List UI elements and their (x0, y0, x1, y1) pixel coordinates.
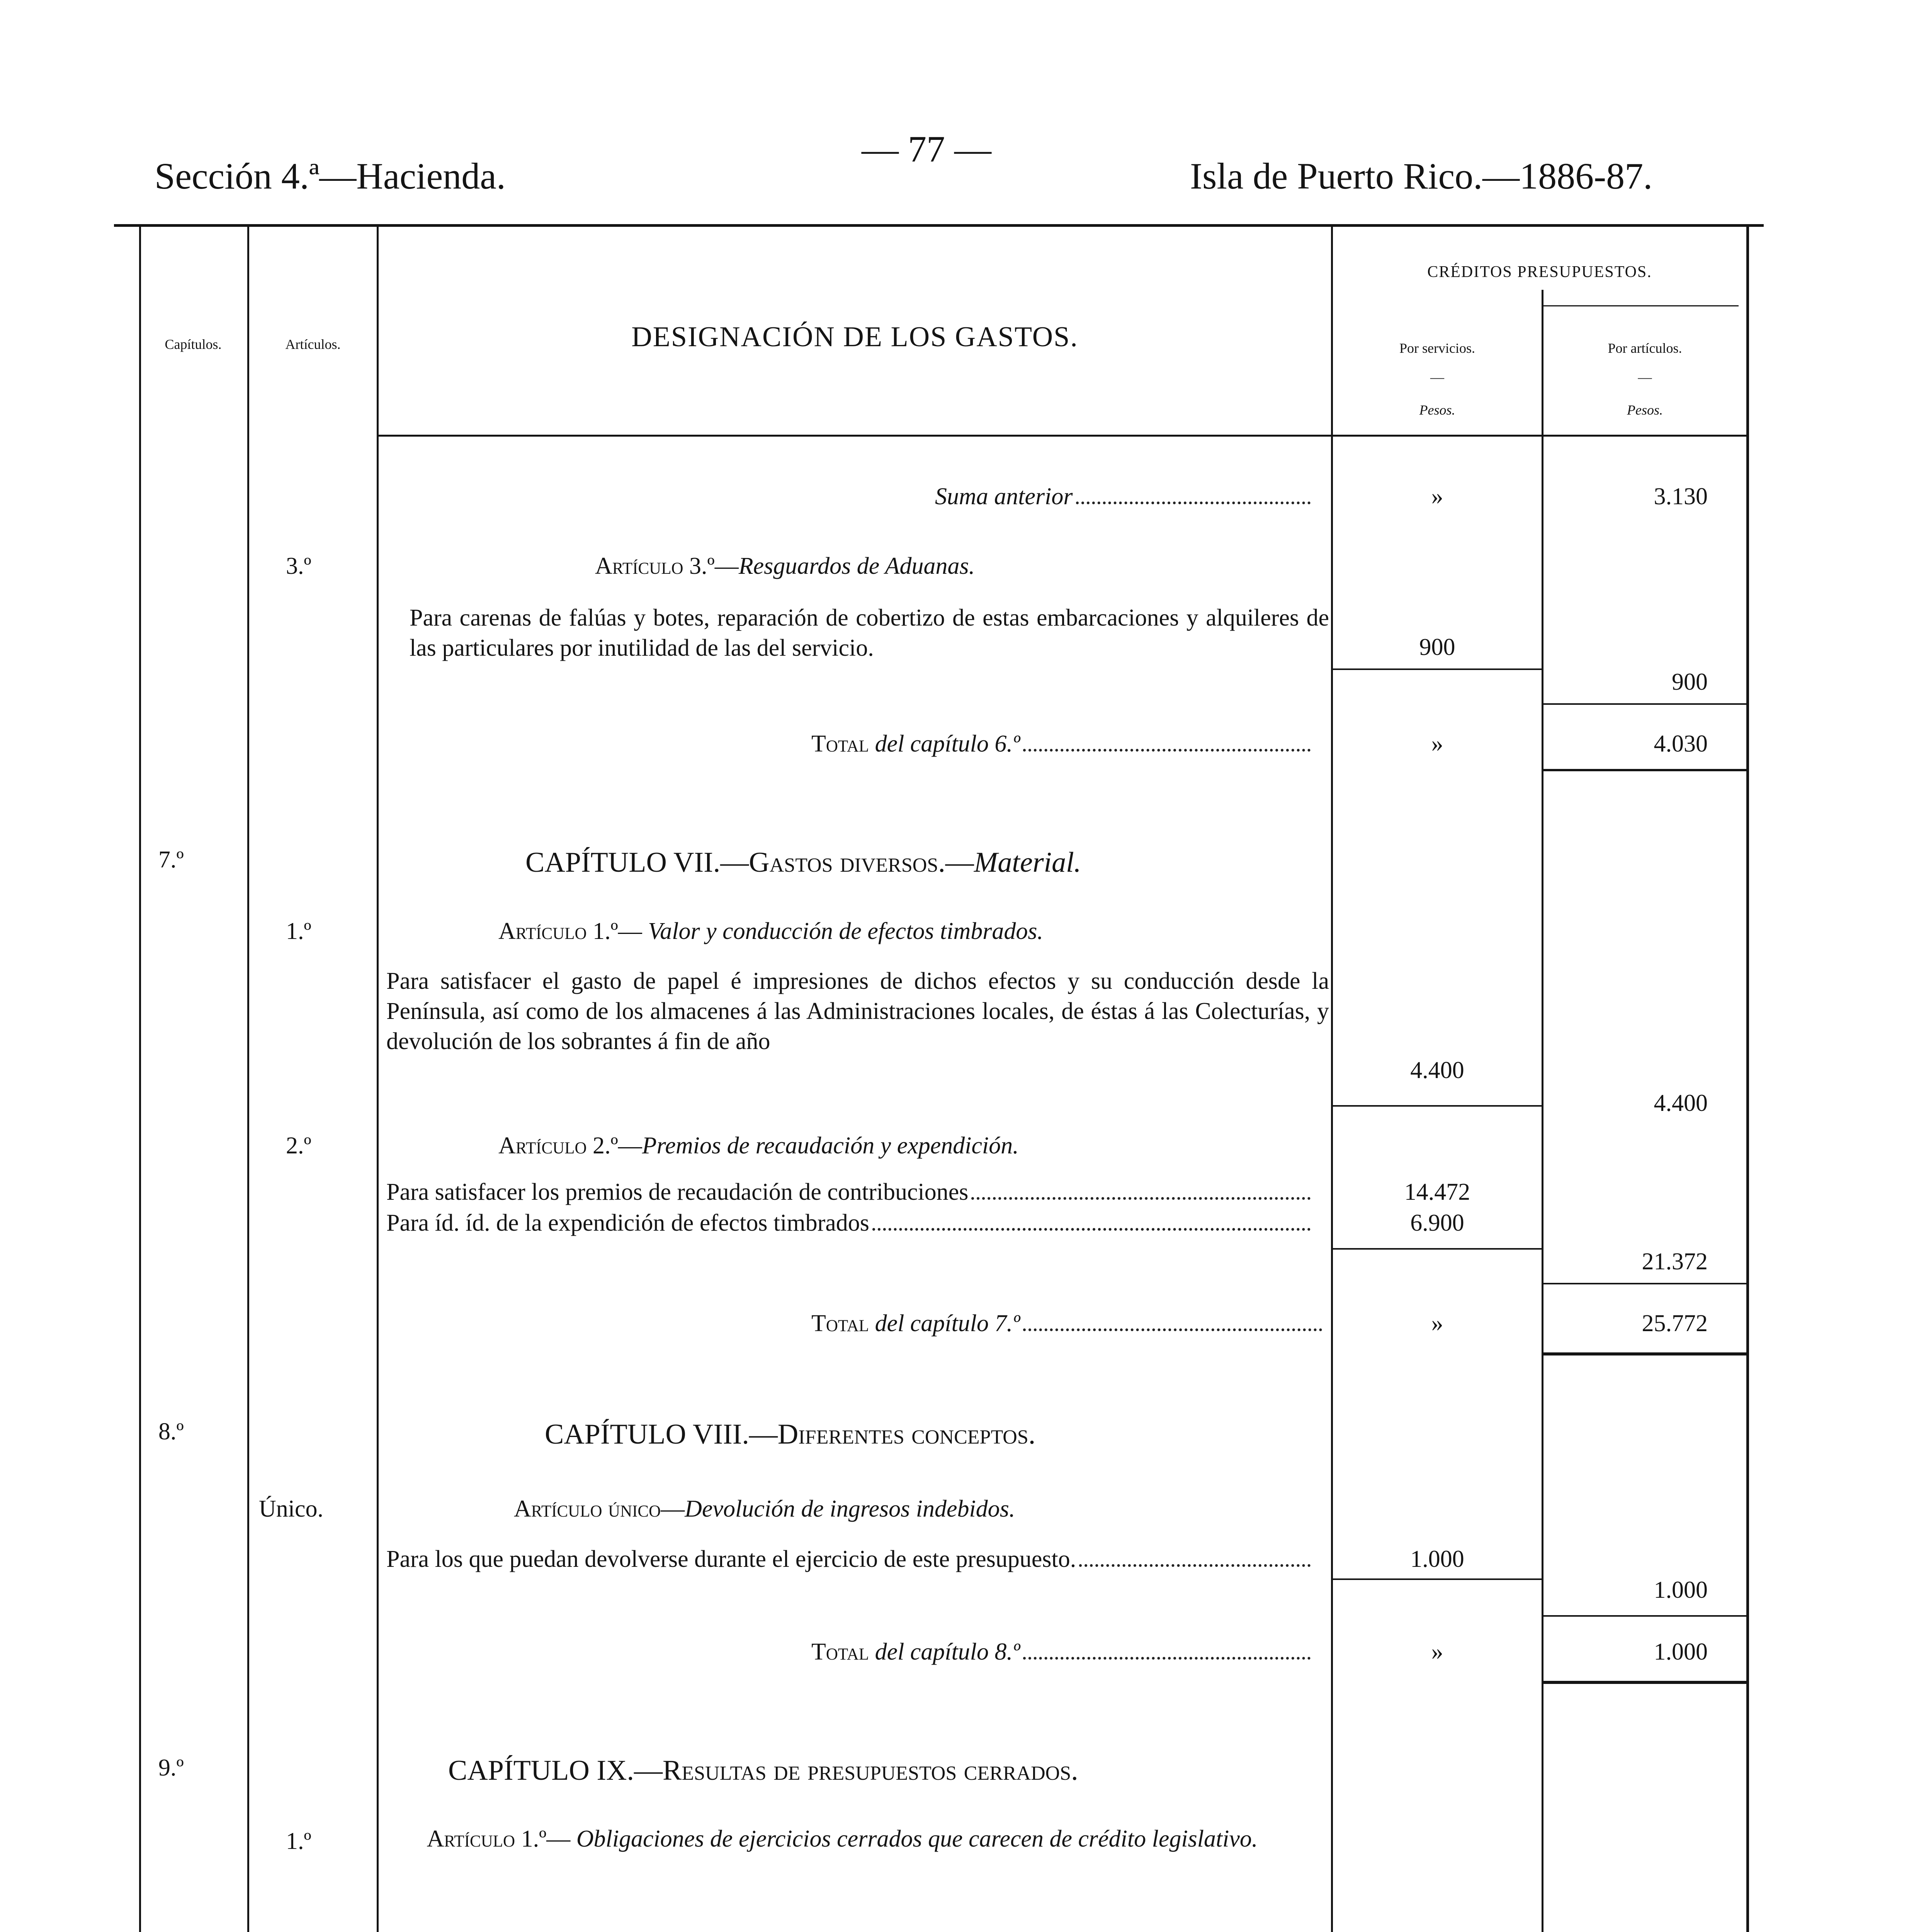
island-year-header: Isla de Puerto Rico.—1886-87. (1190, 155, 1653, 197)
articulos-right-rule (377, 224, 379, 1932)
total-cap6-serv: » (1431, 731, 1443, 757)
header-bottom-rule (377, 435, 1748, 437)
table-right-rule (1746, 224, 1749, 1932)
total-cap8-art: 1.000 (1654, 1639, 1708, 1665)
art9-1-number: 1.º (286, 1828, 311, 1854)
col-por-servicios: Por servicios. (1399, 340, 1475, 356)
col-articulos-dash: — (1638, 369, 1652, 385)
art8-art-rule (1542, 1615, 1746, 1617)
art7-2-art-rule (1542, 1283, 1746, 1284)
art8-line1-serv: 1.000 (1410, 1546, 1464, 1572)
art7-2-line1-serv: 14.472 (1404, 1179, 1470, 1205)
capitulos-right-rule (247, 224, 249, 1932)
suma-anterior-serv: » (1431, 483, 1443, 510)
total-cap8-serv: » (1431, 1639, 1443, 1665)
col-articulos-pesos: Pesos. (1627, 402, 1663, 418)
art7-2-title: Artículo 2.º—Premios de recaudación y expendición. (498, 1133, 1019, 1159)
cap8-number: 8.º (158, 1418, 184, 1445)
art7-2-line2-serv: 6.900 (1410, 1210, 1464, 1236)
capitulos-left-rule (139, 224, 141, 1932)
art7-2-line1: Para satisfacer los premios de recaudación de contribuciones (386, 1179, 1314, 1206)
col-servicios-dash: — (1430, 369, 1444, 385)
art3-art-rule (1542, 703, 1746, 705)
col-por-articulos: Por artículos. (1608, 340, 1682, 356)
total-cap6-art: 4.030 (1654, 731, 1708, 757)
total-cap7-rule (1542, 1352, 1746, 1355)
suma-anterior-art: 3.130 (1654, 483, 1708, 510)
col-creditos: CRÉDITOS PRESUPUESTOS. (1427, 263, 1652, 281)
table-top-rule (114, 224, 1764, 227)
art3-serv-rule (1333, 668, 1542, 670)
servicios-right-rule (1542, 290, 1543, 1932)
cap7-title: CAPÍTULO VII.—Gastos diversos.—Material. (525, 847, 1081, 878)
art8-title: Artículo único—Devolución de ingresos indebidos. (514, 1496, 1015, 1522)
total-cap7-serv: » (1431, 1310, 1443, 1337)
suma-anterior-row: Suma anterior (935, 483, 1314, 510)
art9-1-title: Artículo 1.º— Obligaciones de ejercicios cerrados que carecen de crédito legislativo. (427, 1826, 1258, 1852)
total-cap7-art: 25.772 (1642, 1310, 1708, 1337)
col-designacion: DESIGNACIÓN DE LOS GASTOS. (631, 321, 1078, 353)
col-servicios-pesos: Pesos. (1419, 402, 1455, 418)
art7-2-art: 21.372 (1642, 1248, 1708, 1275)
art7-2-line2: Para íd. íd. de la expendición de efectos timbrados (386, 1209, 1314, 1237)
total-cap6-row: Total del capítulo 6.º (811, 730, 1314, 758)
art7-1-number: 1.º (286, 918, 311, 944)
art3-number: 3.º (286, 553, 311, 579)
art3-title: Artículo 3.º—Resguardos de Aduanas. (595, 553, 975, 579)
art3-serv: 900 (1419, 634, 1455, 660)
col-capitulos: Capítulos. (165, 337, 222, 352)
creditos-rule (1542, 305, 1739, 306)
art8-art: 1.000 (1654, 1577, 1708, 1603)
art7-1-text: Para satisfacer el gasto de papel é impresiones de dichos efectos y su conducción desde la Península, así como de los almacenes á las Administraciones locales, de éstas á las Colecturías, y devolución de los sobrantes á fin de año (386, 968, 1329, 1054)
col-articulos: Artículos. (285, 337, 341, 352)
page-number: — 77 — (862, 128, 991, 170)
art7-1-serv: 4.400 (1410, 1057, 1464, 1083)
art7-2-number: 2.º (286, 1133, 311, 1159)
total-cap6-rule (1542, 769, 1746, 771)
section-header: Sección 4.ª—Hacienda. (155, 155, 506, 197)
art8-line1: Para los que puedan devolverse durante el ejercicio de este presupuesto. (386, 1546, 1314, 1573)
art3-text: Para carenas de falúas y botes, reparación de cobertizo de estas embarcaciones y alquileres de las particulares por inutilidad de las del servicio. (410, 605, 1329, 661)
art8-number: Único. (259, 1496, 324, 1522)
cap8-title: CAPÍTULO VIII.—Diferentes conceptos. (545, 1418, 1036, 1450)
art7-1-title: Artículo 1.º— Valor y conducción de efectos timbrados. (498, 918, 1044, 944)
total-cap7-row: Total del capítulo 7.º (811, 1310, 1325, 1337)
cap9-title: CAPÍTULO IX.—Resultas de presupuestos cerrados. (448, 1755, 1078, 1786)
total-cap8-rule (1542, 1681, 1746, 1684)
art3-art: 900 (1672, 669, 1708, 695)
total-cap8-row: Total del capítulo 8.º (811, 1638, 1314, 1666)
art7-1-serv-rule (1333, 1105, 1542, 1107)
art8-serv-rule (1333, 1578, 1542, 1580)
cap9-number: 9.º (158, 1755, 184, 1781)
cap7-number: 7.º (158, 847, 184, 873)
art7-1-art: 4.400 (1654, 1090, 1708, 1116)
art7-2-serv-rule (1333, 1248, 1542, 1250)
